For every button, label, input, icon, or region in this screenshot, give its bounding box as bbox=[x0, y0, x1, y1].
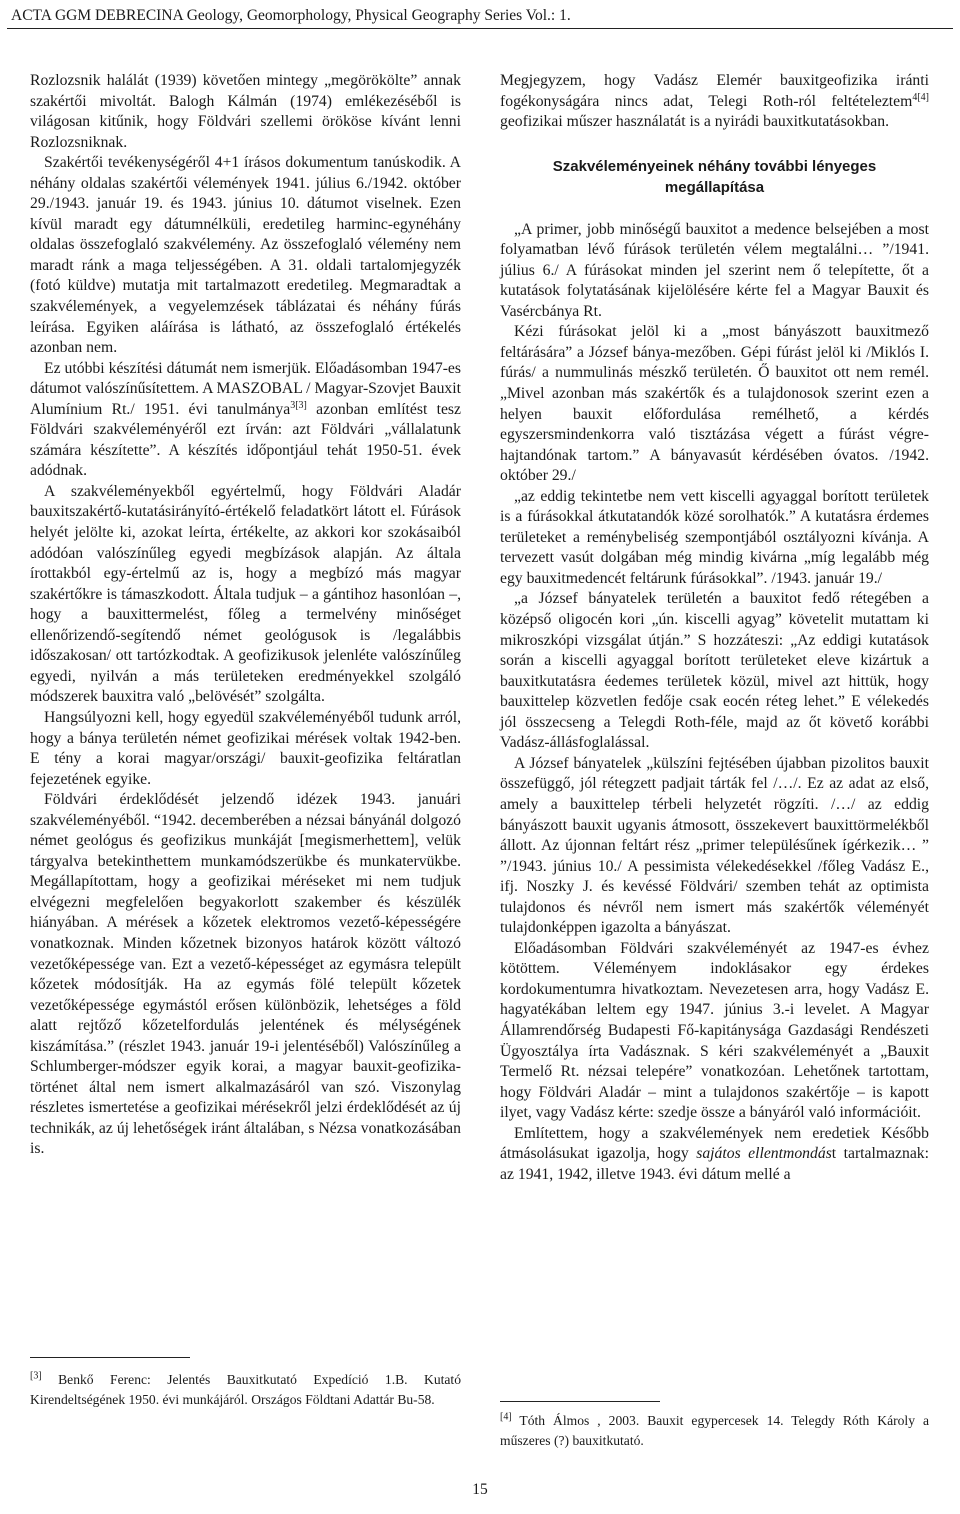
footnote-ref[interactable]: 3[3] bbox=[290, 399, 307, 411]
paragraph: „a József bányatelek területén a bauxitot fedő rétegében a középső oligocén kori „ún. kiscelli agyag” követelit mutattam ki mikroszkópi vizsgálat útján.” S hozzáteszi: „Az eddigi kutatások során a kiscelli agyaggal borított területeket eleve kizártuk a bauxitkutatásra éedemes területek közül, mivel azt hittük, hogy bauxittelep közvetlen fedője csak eocén réteg lehet.” E vélekedés jól összecseng a Telegdi Roth-féle, majd az őt követő korábbi Vadász-állásfoglalással. bbox=[500, 590, 929, 752]
footnote-rule bbox=[30, 1357, 190, 1358]
footnote-marker: [4] bbox=[500, 1411, 512, 1423]
paragraph: Hangsúlyozni kell, hogy egyedül szakvéleményéből tudunk arról, hogy a bánya területén német geofizikai mérések voltak 1942-ben. E tény a korai magyar/országi/ bauxit-geofizika feltáratlan fejezetének egyike. bbox=[30, 708, 461, 788]
paragraph: Rozlozsnik halálát (1939) követően mintegy „megörökölte” annak szakértői mivoltát. Balogh Kálmán (1974) emlékezéséből is világosan kitűnik, hogy Földvári szellemi örököse kívánt lenni Rozlozsniknak. bbox=[30, 72, 461, 151]
footnote bbox=[500, 1411, 929, 1451]
footnote-text: Benkő Ferenc: Jelentés Bauxitkutató Expedíció 1.B. Kutató Kirendeltségének 1950. évi munkájáról. Országos Földtani Adattár Bu-58. bbox=[30, 1372, 461, 1407]
paragraph: Kézi fúrásokat jelöl ki a „most bányászott bauxitmező feltárására” a József bánya-mezőben. Gépi fúrást jelöl ki /Miklós I. fúrás/ a nummulinás mészkő területén. Ő bauxitot ott nem remél. „Mivel azonban más szakértők és a tulajdonosok szerint ezen a helyen bauxit előfordulása remélhető, a kérdés egyszersmindenkorra való tisztázása végett a fúrást végre-hajtandónak tartom.” A bányavasút kérdésében óvatos. /1942. október 29./ bbox=[500, 323, 929, 485]
paragraph-text: Ez utóbbi készítési dátumát nem ismerjük. Előadásomban 1947-es dátumot valószínűsítettem. A MASZOBAL / Magyar-Szovjet Bauxit Alumínium Rt./ 1951. évi tanulmánya bbox=[30, 359, 461, 418]
paragraph-text: azonban említést tesz Földvári szakvéleményéről ezt írván: azt Földvári „vállalatunk számára készítette”. A készítés időpontjául tehát 1950-51. évek adódnak. bbox=[30, 400, 462, 480]
paragraph: Földvári érdeklődését jelzendő idézek 1943. januári szakvéleményéből. “1942. decemberében a nézsai bányánál dolgozó német geológus és geofizikus munkáját [megismerhettem], velük tárgyalva betekinthettem munkamódszerükbe és munkatervükbe. Megállapítottam, hogy a geofizikai méréseket mi nem tudjuk elvégezni megfelelően begyakorlott szakember és készülék hiányában. A mérések a kőzetek elektromos vezető-képességére vonatkoznak. Minden kőzetnek bizonyos határok között változó vezetőképessége van. Ezt a vezető-képességet az egymásra települt kőzetek módosítják. Ha az egymás fölé települt kőzetek vezetőképessége egymástól erősen különbözik, lehetséges a föld alatt rejtőző kőzetelfordulás jelentének és mélységének kiszámítása.” (részlet 1943. január 19-i jelentéséből) Valószínűleg a Schlumberger-módszer egyik korai, a magyar bauxit-geofizika-történet által nem ismert alkalmazásáról van szó. Viszonylag részletes ismertetése a geofizikai mérésekről jelzi érdeklődését az új technikák, az új lehetőségek iránt általában, s Nézsa vonatkozásában is. bbox=[30, 791, 461, 1158]
paragraph-text: Említettem, hogy a szakvélemények nem eredetiek Később átmásolásukat igazolja, hogy bbox=[500, 1124, 929, 1163]
footnote-ref[interactable]: 4[4] bbox=[912, 91, 929, 103]
section-heading-line: Szakvéleményeinek néhány további lényeges bbox=[552, 157, 877, 175]
paragraph-text: geofizikai műszer használatát is a nyirádi bauxitkutatásokban. bbox=[500, 113, 890, 131]
paragraph bbox=[500, 1124, 929, 1186]
right-column bbox=[500, 71, 929, 1185]
section-heading-line: megállapítása bbox=[664, 178, 765, 196]
paragraph: „A primer, jobb minőségű bauxitot a medence belsejében a most folyamatban lévő fúrások területén vélem megtalálni… ”/1941. július 6./ A fúrásokat minden jel szerint nem ő telepítette, őt a kutatások folytatásának kijelölésére kérte fel a Magyar Bauxit és Vasércbánya Rt. bbox=[500, 220, 929, 320]
page-number: 15 bbox=[472, 1481, 488, 1498]
footnote-text: Tóth Álmos , 2003. Bauxit egypercesek 14. Telegdy Róth Károly a műszeres (?) bauxitkutató. bbox=[500, 1413, 930, 1448]
paragraph: A József bányatelek „külszíni fejtésében újabban pizolitos bauxit összefüggő, jól rétegzett padjait tárták fel /…/. Ez az adat az első, amely a bauxittelep térbeli helyzetét rögzíti. /…/ az eddig bányászott bauxit ugyanis átmosott, összekevert bauxittörmelékből állott. Az újonnan feltárt rész „primer településűnek ígérkezik… ” ”/1943. június 10./ A pessimista vélekedésekkel /főleg Vadász E., ifj. Noszky J. és kevéssé Földvári/ szemben tehát az optimista tulajdonos és névről nem ismert más szakértők véleményét tulajdonképpen igazolta a bányászat. bbox=[500, 754, 929, 937]
paragraph: „az eddig tekintetbe nem vett kiscelli agyaggal borított területek is a fúrásokkal átkutatandók közé sorolhatók.” A kutatásra érdemes területeket a reménybeliség szempontjából osztályozni kívánja. A tervezett vasút dolgában még mindig kivárna „míg legalább még egy bauxitmedencét feltárunk fúrásokkal”. /1943. január 19./ bbox=[500, 487, 929, 587]
paragraph: Előadásomban Földvári szakvéleményét az 1947-es évhez kötöttem. Véleményem indoklásakor egy érdekes kordokumentumra hivatkoztam. Nevezetesen arra, hogy Vadász E. hagyatékában leltem egy 1947. június 3.-i levelet. A Magyar Államrendőrség Budapesti Fő-kapitánysága Gazdasági Rendészeti Ügyosztálya írta Vadásznak. S kéri szakvéleményét a „Bauxit Termelő Rt. nézsai telepére” vonatkozóan. Lehetőnek tartottam, hogy Földvári Aladár – mint a tulajdonos szakértője – is kapott ilyet, vagy Vadász kérte: szedje össze a bányáról való információit. bbox=[500, 939, 929, 1122]
header-rule bbox=[7, 28, 953, 29]
footnote-rule bbox=[500, 1401, 660, 1402]
paragraph-text: t tartalmaznak: az 1941, 1942, illetve 1943. évi dátum mellé a bbox=[500, 1145, 929, 1183]
paragraph bbox=[30, 359, 461, 482]
paragraph bbox=[500, 71, 929, 133]
paragraph-text: Megjegyzem, hogy Vadász Elemér bauxitgeofizika iránti fogékonyságára nincs adat, Telegi Roth-ról feltételeztem bbox=[500, 72, 929, 110]
running-header: ACTA GGM DEBRECINA Geology, Geomorphology, Physical Geography Series Vol.: 1. bbox=[11, 7, 571, 24]
footnote bbox=[30, 1370, 461, 1410]
footnote-marker: [3] bbox=[30, 1370, 42, 1382]
section-heading bbox=[500, 156, 929, 198]
left-column bbox=[30, 71, 461, 1160]
paragraph: A szakvéleményekből egyértelmű, hogy Földvári Aladár bauxitszakértő-kutatásirányító-értékelő feladatkört látott el. Fúrások helyét jelölte ki, azokat leírta, értékelte, az akkori kor szokásaiból adódóan valószínűleg egyedi megbízások alapján. Az általa írottakból egy-értelmű az is, hogy a megbízó más magyar szakértőkre is támaszkodott. Általa tudjuk – a gántihoz hasonlóan –, hogy a bauxittermelést, főleg a termelvény minőséget ellenőrizendő-segítendő német geológusok is /legalábbis időszakosan/ ott tartózkodtak. A geofizikusok jelenléte valószínűleg egyedi, nyilván a más területeken eredményekkel szolgáló módszerek bauxitra való „belövését” szolgálta. bbox=[30, 482, 461, 706]
paragraph: Szakértői tevékenységéről 4+1 írásos dokumentum tanúskodik. A néhány oldalas szakértői vélemények 1941. július 6./1942. október 29./1943. január 19. és 1943. június 10. dátumot viselnek. Ezen kívül maradt egy dátumnélküli, eredetileg harminc-egynéhány oldalas összefoglaló szakvélemény. Az összefoglaló vélemény nem maradt ránk a maga teljességében. A 31. oldali tartalomjegyzék (fotó küldve) mutatja mit tartalmazott eredetileg. Megmaradtak a szakvélemények, a vegyelemzések táblázatai és néhány fúrás leírása. Egyiken aláírása is látható, az összefoglaló értékelés azonban nem. bbox=[30, 154, 461, 357]
emphasis-text: sajátos ellentmondás bbox=[696, 1145, 832, 1163]
